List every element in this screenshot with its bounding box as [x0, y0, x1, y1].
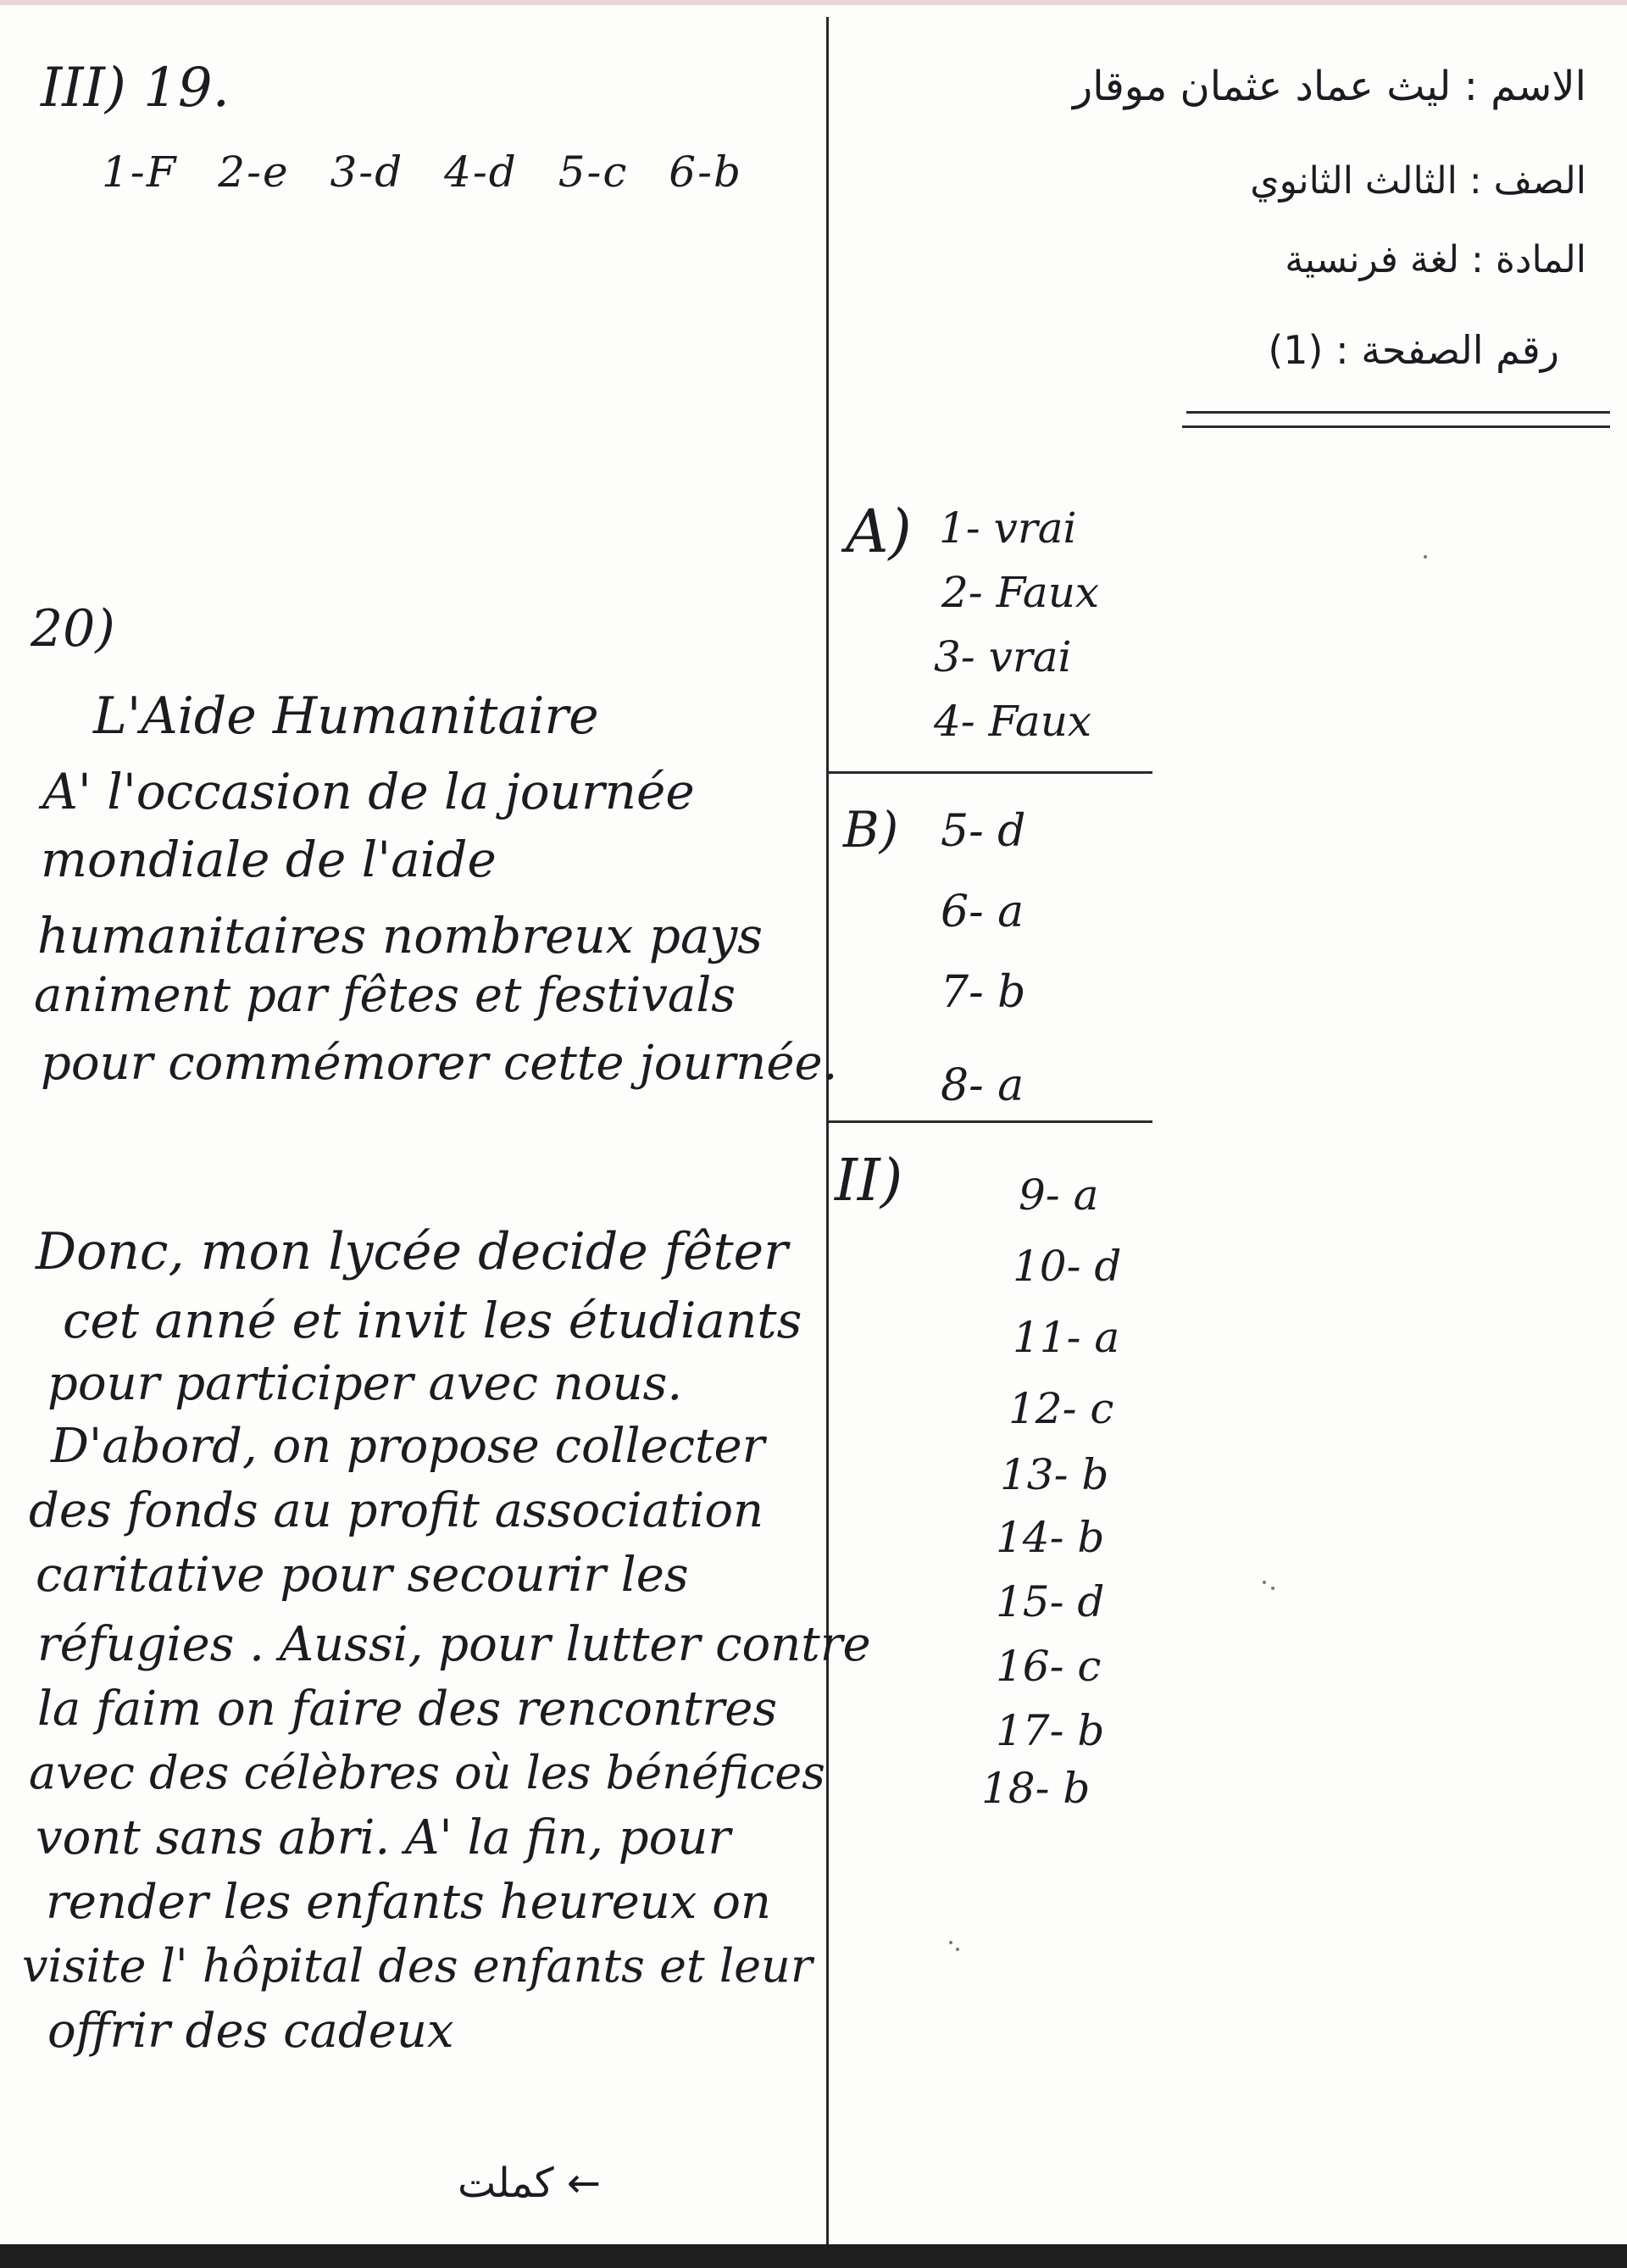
essay-line: offrir des cadeux	[47, 2004, 454, 2059]
essay-line	[29, 1108, 885, 1226]
answer-10: 10- d	[1013, 1242, 1122, 1291]
scan-speck	[949, 1941, 952, 1944]
scan-speck	[1271, 1587, 1274, 1590]
essay-body	[22, 763, 885, 2072]
scan-speck	[1263, 1581, 1266, 1584]
essay-line: pour commémorer cette journée.	[41, 1036, 838, 1091]
answer-15: 15- d	[996, 1577, 1105, 1626]
essay-title: L'Aide Humanitaire	[93, 687, 599, 746]
scan-speck	[1424, 555, 1427, 559]
section-a-heading: A)	[846, 497, 912, 566]
section-two-answers	[981, 1170, 1186, 1826]
bottom-edge	[0, 2244, 1627, 2268]
class-line: الصف : الثالث الثانوي	[1250, 159, 1586, 203]
answer-3: 3- vrai	[934, 632, 1072, 681]
section-two-heading: II)	[835, 1148, 903, 1215]
answer-8: 8- a	[941, 1060, 1025, 1111]
answer-12: 12- c	[1008, 1384, 1114, 1433]
essay-line: cet anné et invit les étudiants	[63, 1292, 802, 1349]
top-edge	[0, 0, 1627, 5]
essay-line: pour participer avec nous.	[47, 1356, 683, 1411]
section-a-answers	[934, 503, 1159, 764]
essay-line: la faim on faire des rencontres	[37, 1682, 778, 1737]
student-name-line: الاسم : ليث عماد عثمان موقار	[1073, 63, 1586, 110]
essay-line: D'abord, on propose collecter	[51, 1419, 765, 1474]
answer-7: 7- b	[941, 967, 1026, 1018]
answer-16: 16- c	[996, 1642, 1102, 1691]
essay-line: vont sans abri. A' la fin, pour	[36, 1810, 731, 1865]
answer-14: 14- b	[996, 1513, 1105, 1562]
essay-number: 20)	[31, 599, 115, 659]
answer-1: 1- vrai	[939, 503, 1077, 553]
answer-9: 9- a	[1019, 1170, 1099, 1220]
essay-line: humanitaires nombreux pays	[37, 907, 764, 964]
section-three-heading: III) 19.	[41, 57, 230, 120]
essay-line: réfugies . Aussi, pour lutter contre	[37, 1617, 871, 1672]
header-underline-1	[1186, 411, 1610, 414]
closing-mark: ← كملت	[458, 2160, 602, 2207]
answer-18: 18- b	[981, 1764, 1091, 1813]
answer-6: 6- a	[941, 887, 1025, 937]
essay-line: avec des célèbres où les bénéfices	[29, 1746, 825, 1799]
section-b-heading: B)	[843, 801, 899, 859]
essay-line: A' l'occasion de la journée	[42, 763, 695, 820]
header-underline-2	[1182, 425, 1610, 428]
answer-5: 5- d	[941, 806, 1026, 857]
essay-line: visite l' hôpital des enfants et leur	[22, 1939, 813, 1993]
answer-11: 11- a	[1013, 1313, 1120, 1362]
subject-line: المادة : لغة فرنسية	[1285, 238, 1586, 281]
essay-line: des fonds au profit association	[29, 1483, 764, 1538]
scan-speck	[956, 1948, 959, 1951]
essay-line: render les enfants heureux on	[46, 1875, 771, 1930]
essay-line: caritative pour secourir les	[36, 1548, 689, 1603]
answer-2: 2- Faux	[941, 568, 1100, 617]
section-b-answers	[941, 806, 1110, 1144]
essay-line: animent par fêtes et festivals	[34, 968, 736, 1023]
section-three-answers: 1-F 2-e 3-d 4-d 5-c 6-b	[102, 147, 743, 197]
page-number-line: رقم الصفحة : (1)	[1268, 327, 1559, 373]
essay-line: mondiale de l'aide	[41, 831, 497, 888]
essay-line: Donc, mon lycée decide fêter	[36, 1222, 788, 1281]
answer-4: 4- Faux	[934, 697, 1092, 746]
answer-17: 17- b	[996, 1706, 1105, 1755]
answer-13: 13- b	[1000, 1450, 1109, 1499]
